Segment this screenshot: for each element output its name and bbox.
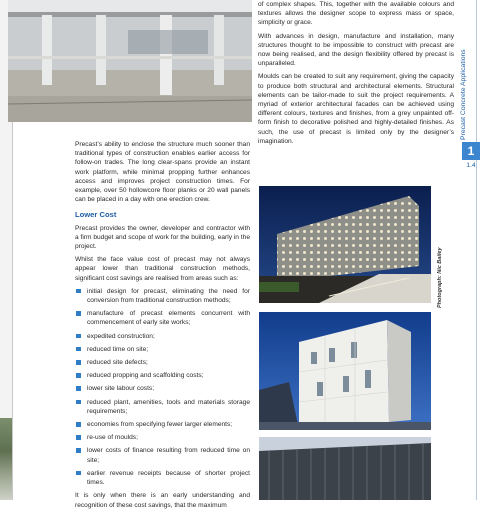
list-item: lower site labour costs; [75,384,250,393]
paragraph: With advances in design, manufacture and installation, many structures thought to be impossible to construct with precast are now being realised, and the design flexibility offered by precast is unparalleled. [258,32,454,68]
sidebar-rule [476,0,477,500]
list-item: economies from specifying fewer larger elements; [75,420,250,429]
page-number: 1.4 [466,162,476,169]
bullet-square-icon [76,400,81,405]
paragraph: of complex shapes. This, together with the available colours and textures allows the designer scope to express mass or space, simplicity or grace. [258,1,454,27]
night-facade-photo [259,186,431,303]
dark-facade-photo [259,437,431,500]
section-heading: Lower Cost [75,210,117,220]
bullet-square-icon [76,373,81,378]
bullet-square-icon [76,334,81,339]
bullet-square-icon [76,311,81,316]
paragraph: It is only when there is an early understanding and recognition of these cost savings, that the maximum [75,492,250,509]
list-item: reduced propping and scaffolding costs; [75,371,250,380]
bullet-square-icon [76,471,81,476]
cost-savings-list [75,287,250,487]
paragraph: Moulds can be created to suit any requirement, giving the capacity to produce both structural and architectural elements. Structural elements can be tailor-made to suit the project requirements. A myriad of exterior architectural facades can be achieved using different colours, textures and finishes, from a grey unpainted off-form finish to decorative polished and highly-detailed finishes. As such, the use of precast is limited only by the designer’s imagination. [258,73,454,145]
left-text-column [75,140,250,514]
list-item: reduced site defects; [75,358,250,367]
right-text-column [258,0,454,150]
intro-paragraph: Precast’s ability to enclose the structure much sooner than traditional types of construction enables earlier access for follow-on trades. The long clear-spans provide an instant work platform, while minimal propping further enhances access and improves project construction times. For example, over 50 hollowcore floor planks or 20 wall panels can be placed in a day with one erection crew. [75,141,250,204]
list-item: re-use of moulds; [75,433,250,442]
bullet-square-icon [76,289,81,294]
bullet-square-icon [76,422,81,427]
bullet-square-icon [76,347,81,352]
margin-photo-fragment [0,418,12,500]
bullet-square-icon [76,386,81,391]
bullet-square-icon [76,360,81,365]
list-item: reduced time on site; [75,345,250,354]
list-item: initial design for precast, eliminating the need for conversion from traditional construction methods; [75,287,250,305]
chapter-number-badge: 1 [462,142,480,160]
paragraph: Precast provides the owner, developer and contractor with a firm budget and scope of work for the building, early in the project. [75,224,250,251]
paragraph: Whilst the face value cost of precast may not always appear lower than traditional construction methods, significant cost savings are realised from areas such as: [75,256,250,282]
photo-credit: Photograph: Nic Bailey [437,247,443,308]
bullet-square-icon [76,448,81,453]
bullet-square-icon [76,435,81,440]
list-item: manufacture of precast elements concurrent with commencement of early site works; [75,309,250,327]
list-item: lower costs of finance resulting from reduced time on site; [75,446,250,464]
construction-photo [8,0,252,122]
section-title-vertical: Precast Concrete Applications [460,49,467,140]
list-item: reduced plant, amenities, tools and materials storage requirements; [75,398,250,416]
list-item: expedited construction; [75,332,250,341]
list-item: earlier revenue receipts because of shorter project times. [75,469,250,487]
panel-building-photo [259,312,431,430]
